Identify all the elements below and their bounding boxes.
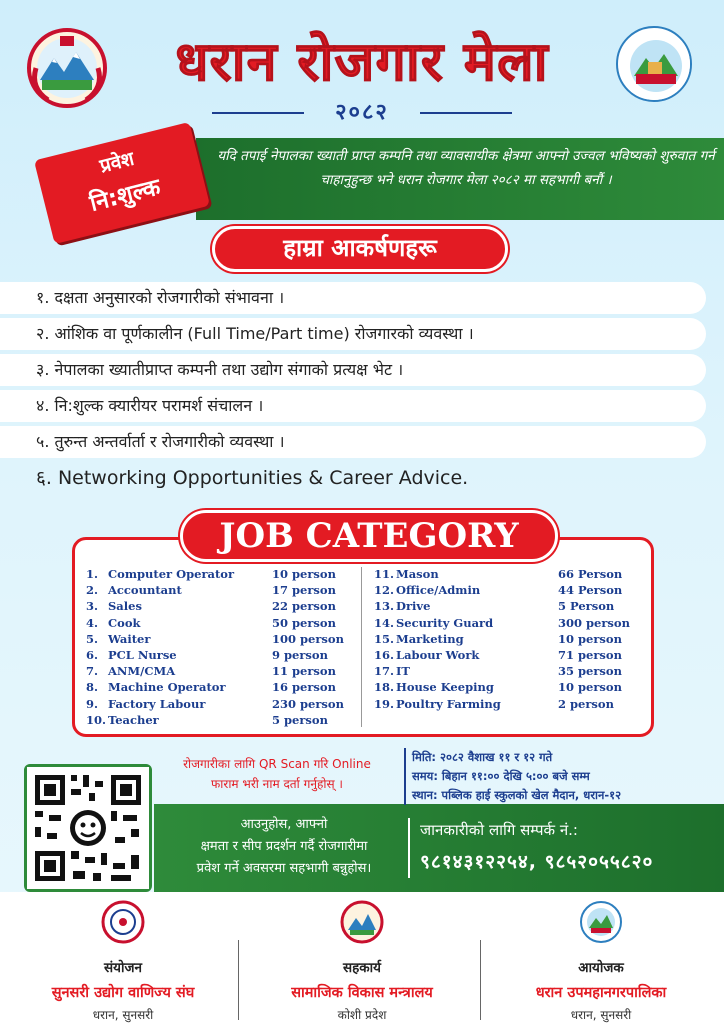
job-number: 18. — [374, 680, 395, 695]
job-title: Teacher — [108, 712, 159, 727]
job-row — [86, 680, 344, 696]
event-year: २०८२ — [335, 100, 389, 125]
job-count: 66 Person — [558, 567, 623, 581]
job-number: 3. — [86, 599, 99, 614]
job-number: 8. — [86, 680, 99, 695]
job-title: Computer Operator — [108, 567, 235, 581]
organizer-host — [482, 900, 720, 1023]
job-count: 230 person — [272, 696, 344, 711]
org-name: सामाजिक विकास मन्त्रालय — [291, 985, 433, 1001]
event-title: धरान रोजगार मेला — [175, 30, 549, 93]
job-title: Sales — [108, 599, 142, 614]
job-category-heading: JOB CATEGORY — [180, 510, 558, 562]
job-row — [374, 583, 630, 599]
job-row — [86, 632, 344, 648]
job-count: 300 person — [558, 615, 630, 630]
job-row — [86, 567, 344, 583]
job-number: 9. — [86, 696, 99, 711]
badge-line-1: प्रवेश — [97, 147, 137, 178]
nepal-emblem-icon — [26, 28, 108, 108]
job-row — [374, 680, 630, 696]
job-title: Drive — [396, 599, 431, 614]
job-title: Cook — [108, 615, 141, 630]
welcome-line-1: आउनुहोस, आफ्नो — [240, 817, 328, 832]
list-item: १. दक्षता अनुसारको रोजगारीको संभावना । — [22, 282, 706, 314]
job-count: 5 Person — [558, 599, 615, 614]
job-title: Labour Work — [396, 647, 480, 662]
job-count: 11 person — [272, 664, 336, 679]
year-row — [212, 96, 512, 126]
job-count: 10 person — [558, 631, 622, 646]
org-name: सुनसरी उद्योग वाणिज्य संघ — [51, 985, 195, 1001]
job-number: 14. — [374, 615, 395, 630]
job-row — [86, 616, 344, 632]
job-count: 17 person — [272, 583, 336, 598]
list-item: ६. Networking Opportunities & Career Advice. — [36, 467, 469, 489]
welcome-message — [168, 814, 400, 880]
job-title: Security Guard — [396, 615, 494, 630]
job-count: 2 person — [558, 696, 614, 711]
job-number: 17. — [374, 664, 395, 679]
job-count: 5 person — [272, 712, 328, 727]
chamber-of-commerce-logo-icon — [101, 900, 145, 944]
job-title: ANM/CMA — [108, 664, 176, 679]
job-row — [374, 664, 630, 680]
job-number: 13. — [374, 599, 395, 614]
job-number: 19. — [374, 696, 395, 711]
job-number: 16. — [374, 647, 395, 662]
job-title: Factory Labour — [108, 696, 206, 711]
organizer-collaborator — [243, 900, 481, 1023]
organizer-coordinator — [4, 900, 242, 1023]
job-title: Office/Admin — [396, 583, 481, 598]
column-divider — [361, 567, 362, 727]
job-number: 11. — [374, 567, 395, 581]
organizers-section — [0, 892, 724, 1029]
event-date: मिति: २०८२ वैशाख ११ र १२ गते — [412, 750, 553, 764]
job-title: Mason — [396, 567, 439, 581]
job-title: Waiter — [108, 631, 151, 646]
list-item: ५. तुरुन्त अन्तर्वार्ता र रोजगारीको व्यवस्था । — [22, 426, 706, 458]
list-item: ४. नि:शुल्क क्यारीयर परामर्श संचालन । — [22, 390, 706, 422]
job-title: Machine Operator — [108, 680, 226, 695]
job-number: 12. — [374, 583, 395, 598]
intro-text: यदि तपाई नेपालका ख्याती प्राप्त कम्पनि तथा व्यावसायीक क्षेत्रमा आफ्नो उज्वल भविष्यको शुरुवात गर्न चाहानुहुन्छ भने धरान रोजगार मेला २०८२ मा सहभागी बनौं । — [217, 148, 715, 188]
job-row — [374, 567, 630, 583]
job-row — [374, 599, 630, 615]
job-row — [374, 648, 630, 664]
job-number: 7. — [86, 664, 99, 679]
welcome-line-3: प्रवेश गर्ने अवसरमा सहभागी बन्नुहोस। — [196, 861, 372, 876]
registration-qr-code[interactable] — [24, 764, 152, 892]
job-count: 44 Person — [558, 583, 623, 598]
org-name: धरान उपमहानगरपालिका — [535, 985, 667, 1001]
list-item: ३. नेपालका ख्यातीप्राप्त कम्पनी तथा उद्योग संगाको प्रत्यक्ष भेट । — [22, 354, 706, 386]
org-role: सहकार्य — [343, 960, 381, 976]
job-title: Accountant — [108, 583, 182, 598]
job-title: IT — [396, 664, 410, 679]
job-title: Marketing — [396, 631, 464, 646]
job-row — [86, 583, 344, 599]
attractions-heading: हाम्रा आकर्षणहरू — [212, 226, 508, 272]
org-role: आयोजक — [578, 960, 624, 976]
qr-note-line-2: फाराम भरी नाम दर्ता गर्नुहोस् । — [211, 777, 343, 791]
qr-instruction — [160, 754, 394, 794]
org-role: संयोजन — [104, 960, 142, 976]
contact-divider — [408, 818, 410, 878]
event-time: समय: बिहान ११:०० देखि ५:०० बजे सम्म — [412, 769, 590, 783]
job-row — [86, 599, 344, 615]
free-entry-badge — [34, 122, 210, 244]
org-separator — [238, 940, 239, 1020]
job-row — [374, 697, 630, 713]
welcome-line-2: क्षमता र सीप प्रदर्शन गर्दै रोजगारीमा — [200, 839, 368, 854]
contact-numbers[interactable]: ९८१४३१२२५४, ९८५२०५५८२० — [420, 851, 654, 873]
job-count: 10 person — [558, 680, 622, 695]
job-row — [86, 697, 344, 713]
org-place: धरान, सुनसरी — [570, 1008, 632, 1022]
org-place: धरान, सुनसरी — [92, 1008, 154, 1022]
job-list-left — [86, 567, 344, 729]
job-list-right — [374, 567, 630, 713]
job-row — [86, 664, 344, 680]
attractions-list — [22, 282, 706, 498]
contact-label: जानकारीको लागि सम्पर्क नं.: — [420, 821, 578, 839]
event-details — [404, 748, 704, 805]
job-number: 5. — [86, 631, 99, 646]
job-count: 9 person — [272, 647, 328, 662]
org-separator — [480, 940, 481, 1020]
year-line-right — [420, 112, 512, 114]
job-row — [86, 648, 344, 664]
qr-note-line-1: रोजगारीका लागि QR Scan गरि Online — [183, 757, 371, 771]
dharan-city-logo-icon — [616, 26, 692, 102]
job-row — [374, 616, 630, 632]
job-count: 10 person — [272, 567, 336, 581]
intro-banner — [196, 138, 724, 220]
job-title: PCL Nurse — [108, 647, 177, 662]
job-count: 22 person — [272, 599, 336, 614]
event-venue: स्थान: पब्लिक हाई स्कुलको खेल मैदान, धरान-१२ — [412, 788, 622, 802]
list-item: २. आंशिक वा पूर्णकालीन (Full Time/Part time) रोजगारको व्यवस्था । — [22, 318, 706, 350]
job-number: 15. — [374, 631, 395, 646]
job-count: 50 person — [272, 615, 336, 630]
job-number: 6. — [86, 647, 99, 662]
job-number: 1. — [86, 567, 99, 581]
org-place: कोशी प्रदेश — [337, 1008, 387, 1022]
job-count: 100 person — [272, 631, 344, 646]
job-title: House Keeping — [396, 680, 494, 695]
job-count: 71 person — [558, 647, 622, 662]
job-title: Poultry Farming — [396, 696, 501, 711]
job-number: 2. — [86, 583, 99, 598]
nepal-emblem-icon — [340, 900, 384, 944]
job-row — [374, 632, 630, 648]
badge-line-2: नि:शुल्क — [87, 174, 164, 217]
job-count: 16 person — [272, 680, 336, 695]
dharan-city-logo-icon — [579, 900, 623, 944]
job-number: 10. — [86, 712, 107, 727]
job-number: 4. — [86, 615, 99, 630]
job-row — [86, 713, 344, 729]
qr-code-icon — [27, 767, 149, 889]
job-count: 35 person — [558, 664, 622, 679]
